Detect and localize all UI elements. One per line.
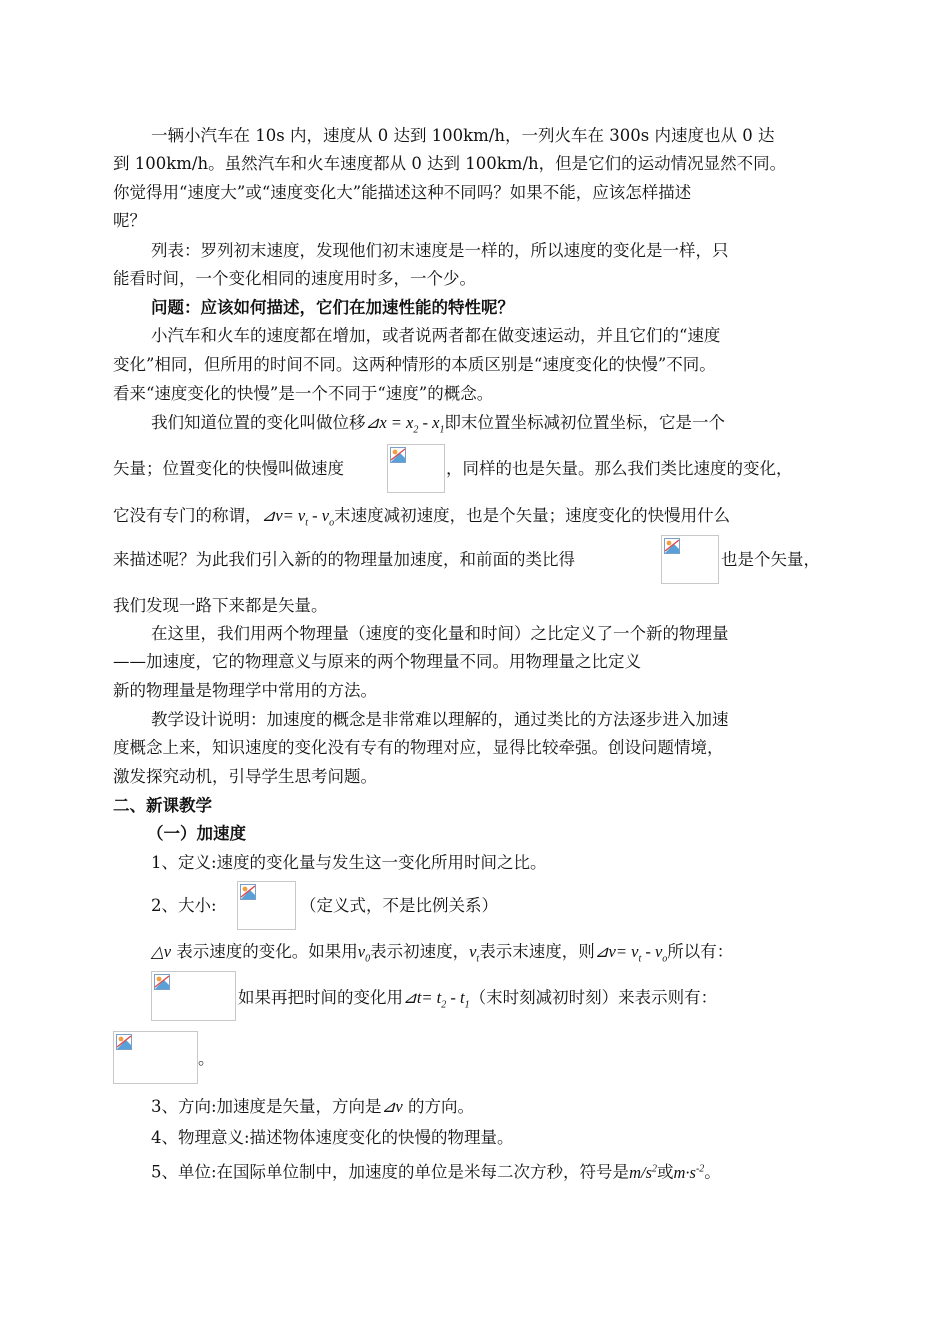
intro-p4-line3: 它没有专门的称谓，⊿v= $v_t - v_o$末速度减初速度，也是个矢量；速度变化的快慢用什么 (113, 506, 731, 529)
intro-p4-line2b: ，同样的也是矢量。那么我们类比速度的变化， (446, 459, 793, 478)
intro-p2-line2: 能看时间，一个变化相同的速度用时多，一个少。 (113, 269, 476, 288)
formula-image-magnitude (237, 881, 296, 930)
formula-image-a-final (113, 1031, 198, 1084)
formula-image-a-dv (151, 971, 236, 1021)
formula-displacement: ⊿x = $x_2 - x_1$ (365, 413, 445, 436)
item-magnitude-label: 2、大小: (151, 896, 217, 915)
broken-image-icon (664, 538, 680, 554)
delta-t-line: 如果再把时间的变化用⊿t= $t_2 - t_1$（末时刻减初时刻）来表示则有： (238, 988, 718, 1011)
broken-image-icon (154, 974, 170, 990)
intro-p5-line1: 在这里，我们用两个物理量（速度的变化量和时间）之比定义了一个新的物理量 (151, 624, 729, 643)
intro-p4-line4a: 来描述呢？为此我们引入新的的物理量加速度，和前面的类比得 (113, 550, 575, 569)
question-heading: 问题：应该如何描述，它们在加速性能的特性呢？ (151, 298, 514, 317)
intro-p2-line1: 列表：罗列初末速度，发现他们初末速度是一样的，所以速度的变化是一样，只 (151, 241, 729, 260)
intro-p6-line1: 教学设计说明：加速度的概念是非常难以理解的，通过类比的方法逐步进入加速 (151, 710, 729, 729)
formula-velocity-change: ⊿v= $v_t - v_o$ (261, 506, 335, 529)
intro-p6-line2: 度概念上来，知识速度的变化没有专有的物理对应，显得比较牵强。创设问题情境， (113, 738, 724, 757)
intro-p1-line4: 呢？ (113, 211, 146, 230)
intro-p3-line3: 看来“速度变化的快慢”是一个不同于“速度”的概念。 (113, 384, 494, 403)
intro-p1-line1: 一辆小汽车在 10s 内，速度从 0 达到 100km/h，一列火车在 300s 内速度也从 0 达 (151, 126, 775, 145)
intro-p6-line3: 激发探究动机，引导学生思考问题。 (113, 767, 377, 786)
intro-p1-line3: 你觉得用“速度大”或“速度变化大”能描述这种不同吗？如果不能，应该怎样描述 (113, 183, 692, 202)
intro-p4-line1: 我们知道位置的变化叫做位移⊿x = $x_2 - x_1$即末位置坐标减初位置坐标，它是一个 (151, 413, 725, 436)
intro-p4-line5: 我们发现一路下来都是矢量。 (113, 596, 328, 615)
section-heading: 二、新课教学 (113, 796, 212, 815)
item-magnitude-note: （定义式，不是比例关系） (300, 896, 498, 915)
intro-p4-line4b: 也是个矢量， (721, 550, 820, 569)
intro-p4-line2a: 矢量；位置变化的快慢叫做速度 (113, 459, 344, 478)
broken-image-icon (116, 1034, 132, 1050)
intro-p1-line2: 到 100km/h。虽然汽车和火车速度都从 0 达到 100km/h，但是它们的运动情况显然不同。 (113, 154, 787, 173)
item-direction: 3、方向:加速度是矢量，方向是⊿v 的方向。 (151, 1097, 474, 1116)
item-definition: 1、定义:速度的变化量与发生这一变化所用时间之比。 (151, 853, 547, 872)
broken-image-icon (240, 884, 256, 900)
broken-image-icon (390, 447, 406, 463)
intro-p3-line1: 小汽车和火车的速度都在增加，或者说两者都在做变速运动，并且它们的“速度 (151, 326, 721, 345)
intro-p5-line3: 新的物理量是物理学中常用的方法。 (113, 681, 377, 700)
item-physical-meaning: 4、物理意义:描述物体速度变化的快慢的物理量。 (151, 1128, 514, 1147)
intro-p5-line2: ——加速度，它的物理意义与原来的两个物理量不同。用物理量之比定义 (113, 652, 641, 671)
intro-p3-line2: 变化”相同，但所用的时间不同。这两种情形的本质区别是“速度变化的快慢”不同。 (113, 355, 716, 374)
sub-heading-acceleration: （一）加速度 (147, 824, 246, 843)
item-unit: 5、单位:在国际单位制中，加速度的单位是米每二次方秒，符号是$m/s^2$或$m\cdot s^{-2}$。 (151, 1162, 721, 1182)
formula-image-acceleration (661, 535, 719, 584)
formula-image-velocity (387, 444, 445, 493)
formula-period: 。 (198, 1049, 215, 1068)
delta-v-line: △v 表示速度的变化。如果用$v_0$表示初速度，$v_t$表示末速度，则⊿v= $v_t - v_o$所以有： (151, 942, 734, 965)
